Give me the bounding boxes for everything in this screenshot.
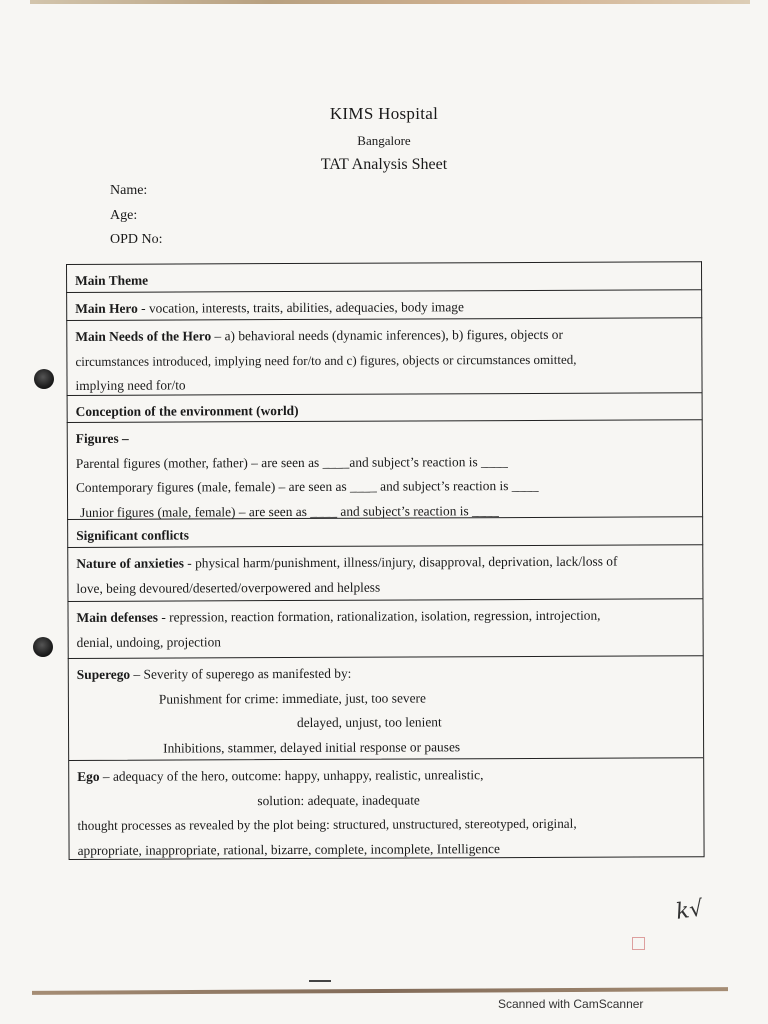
figures-label: Figures – (75, 430, 129, 446)
row-superego (68, 655, 704, 760)
superego-line3: delayed, unjust, too lenient (296, 714, 442, 730)
defenses-line1: - repression, reaction formation, rationalization, isolation, regression, introjection, (157, 607, 601, 625)
superego-line4: Inhibitions, stammer, delayed initial response or pauses (163, 738, 461, 756)
faint-stamp-mark (632, 937, 645, 950)
parental-figures-line: Parental figures (mother, father) – are seen as ____and subject’s reaction is ____ (75, 453, 508, 471)
analysis-table (66, 261, 705, 860)
defenses-line2: denial, undoing, projection (76, 633, 221, 650)
punch-hole-top (34, 369, 54, 389)
defenses-label: Main defenses (76, 609, 159, 625)
row-defenses (67, 598, 703, 658)
anxieties-line1: - physical harm/punishment, illness/injury, disapproval, deprivation, lack/loss of (183, 553, 618, 571)
patient-fields (110, 179, 163, 253)
contemporary-figures-line: Contemporary figures (male, female) – are seen as ____ and subject’s reaction is ____ (75, 477, 539, 495)
hospital-title: KIMS Hospital (329, 104, 439, 123)
main-needs-line3: implying need for/to (75, 377, 186, 393)
row-main-hero (66, 289, 702, 320)
row-conception (67, 392, 703, 422)
main-hero-text: - vocation, interests, traits, abilities, adequacies, body image (137, 299, 464, 316)
ego-label: Ego (77, 768, 100, 784)
row-ego (68, 757, 704, 860)
scan-edge-bottom (32, 987, 728, 995)
superego-line2: Punishment for crime: immediate, just, too severe (158, 689, 426, 707)
ego-line3: thought processes as revealed by the plot being: structured, unstructured, stereotyped, original, (77, 815, 577, 833)
anxieties-line2: love, being devoured/deserted/overpowered and helpless (76, 579, 381, 596)
row-anxieties (67, 544, 703, 601)
bottom-dash-mark (309, 980, 331, 982)
ego-line1: – adequacy of the hero, outcome: happy, unhappy, realistic, unrealistic, (99, 767, 484, 784)
superego-label: Superego (76, 666, 131, 682)
main-needs-label: Main Needs of the Hero (75, 328, 212, 344)
anxieties-label: Nature of anxieties (76, 555, 184, 571)
conception-label: Conception of the environment (world) (75, 402, 299, 419)
row-main-theme (66, 261, 702, 292)
punch-hole-bottom (33, 637, 53, 657)
main-needs-line2: circumstances introduced, implying need for/to and c) figures, objects or circumstances omitted, (75, 351, 577, 369)
junior-figures-line: Junior figures (male, female) – are seen as ____ and subject’s reaction is ____ (80, 502, 499, 520)
main-hero-label: Main Hero (75, 300, 138, 316)
handwritten-initials: k√ (674, 896, 705, 925)
row-main-needs (66, 317, 702, 395)
scanner-watermark: Scanned with CamScanner (498, 997, 644, 1011)
ego-line2: solution: adequate, inadequate (257, 791, 420, 808)
main-needs-line1: – a) behavioral needs (dynamic inferences), b) figures, objects or (211, 326, 563, 344)
row-conflicts (67, 516, 703, 547)
ego-line4: appropriate, inappropriate, rational, bizarre, complete, incomplete, Intelligence (77, 840, 500, 858)
row-figures (67, 419, 703, 519)
scan-edge-top (30, 0, 750, 4)
hospital-city: Bangalore (357, 133, 411, 148)
name-field-label: Name: (110, 183, 148, 198)
conflicts-label: Significant conflicts (76, 527, 189, 543)
opd-field-label: OPD No: (110, 232, 163, 247)
main-theme-label: Main Theme (75, 272, 149, 288)
sheet-title: TAT Analysis Sheet (320, 156, 448, 173)
superego-line1: – Severity of superego as manifested by: (130, 665, 352, 682)
age-field-label: Age: (110, 207, 138, 223)
